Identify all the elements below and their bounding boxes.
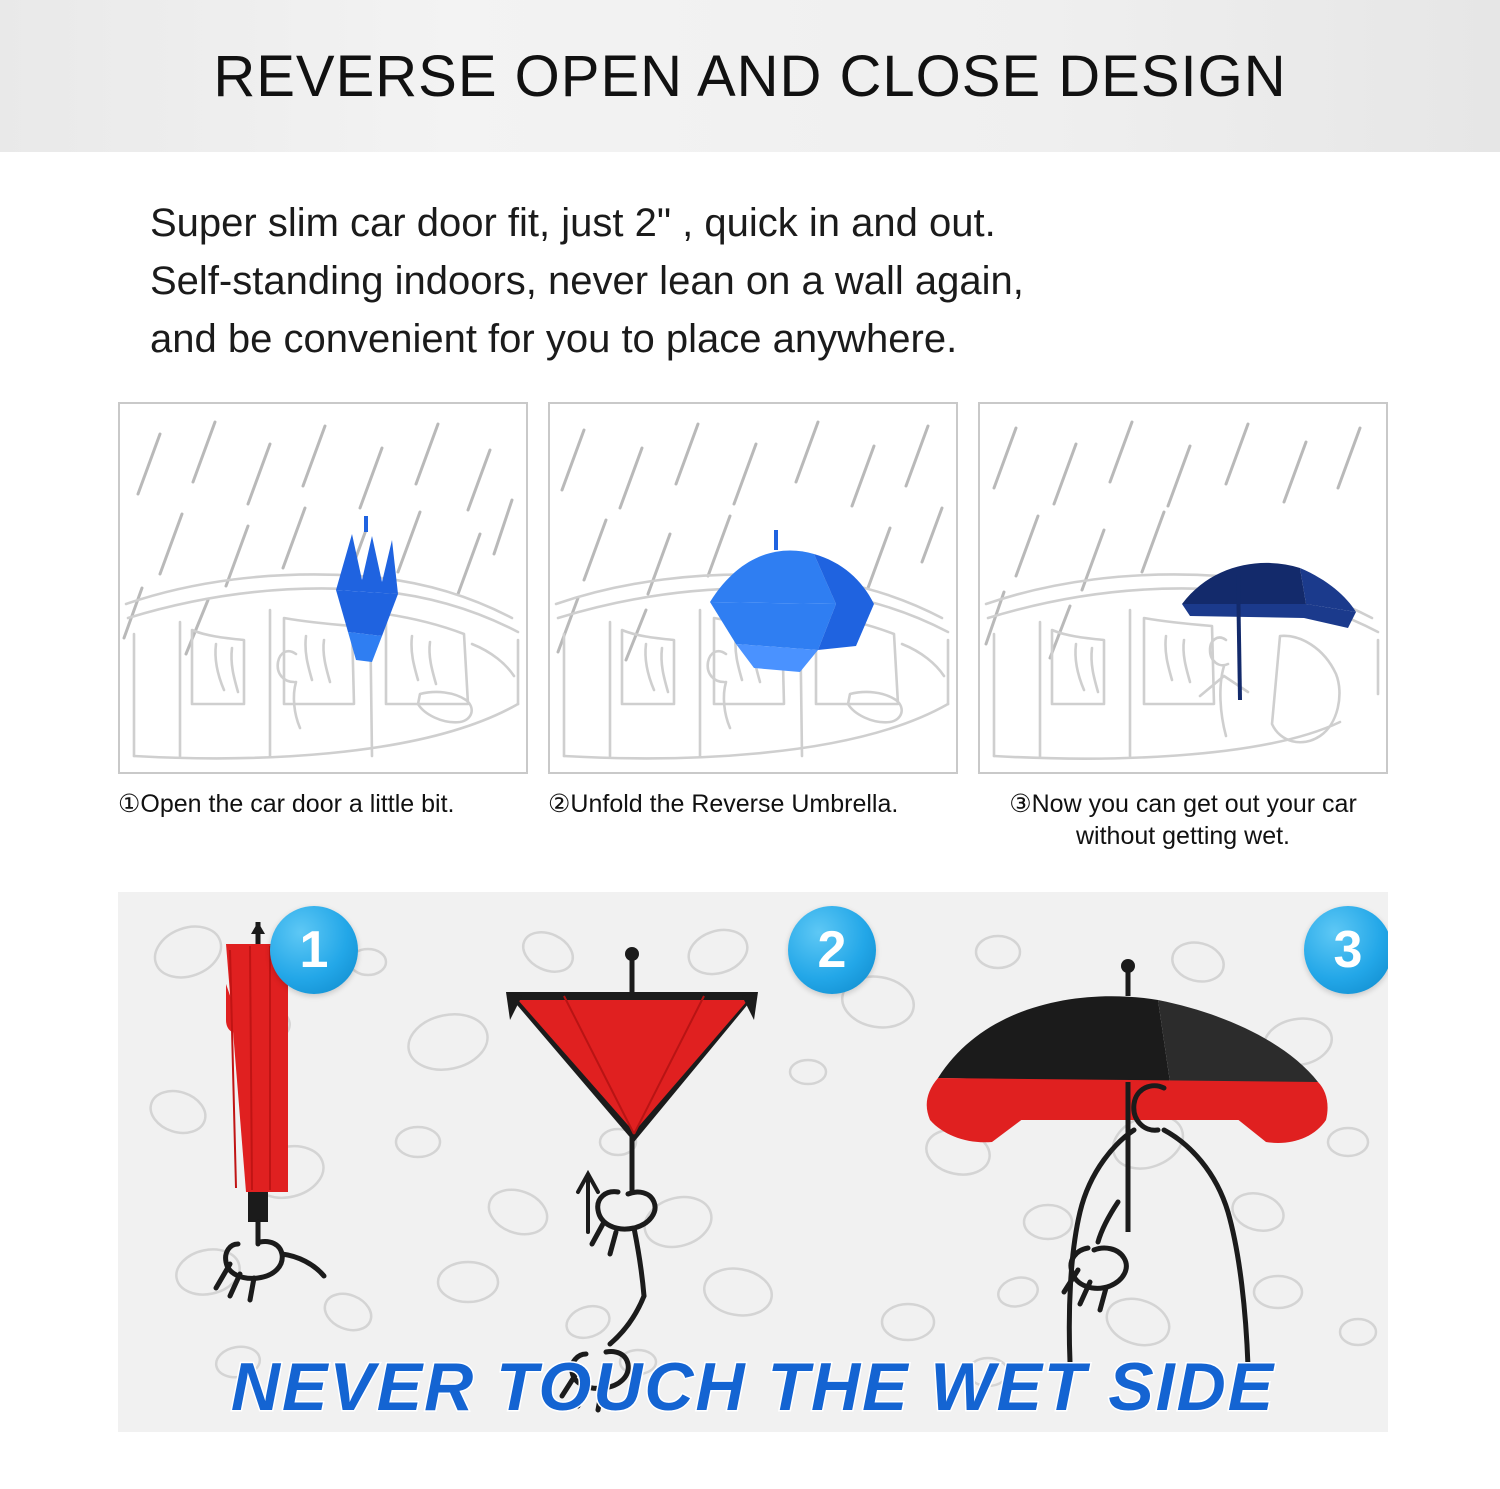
instruction-panels xyxy=(118,402,1388,852)
panel-3-caption: ③Now you can get out your car without getting wet. xyxy=(1009,790,1357,850)
panel-2-caption: ②Unfold the Reverse Umbrella. xyxy=(548,790,899,818)
umbrella-shape xyxy=(336,516,398,662)
step-badge-1: 1 xyxy=(270,906,358,994)
instruction-panel-1 xyxy=(118,402,528,852)
promo-slogan: NEVER TOUCH THE WET SIDE xyxy=(230,1349,1276,1425)
car-door-with-umbrella-unfolding-icon xyxy=(550,404,956,772)
car-door-ajar-with-folded-umbrella-icon xyxy=(120,404,526,772)
instruction-panel-3 xyxy=(978,402,1388,852)
step-badge-3: 3 xyxy=(1304,906,1388,994)
step-badge-2: 2 xyxy=(788,906,876,994)
instruction-panel-2 xyxy=(548,402,958,852)
page-title: REVERSE OPEN AND CLOSE DESIGN xyxy=(213,43,1287,109)
promo-block xyxy=(118,892,1388,1432)
intro-line-2: Self-standing indoors, never lean on a wall again, xyxy=(150,259,1024,303)
intro-paragraph xyxy=(150,194,1360,368)
intro-line-1: Super slim car door fit, just 2" , quick in and out. xyxy=(150,201,996,245)
panel-1-illustration xyxy=(118,402,528,774)
header-banner xyxy=(0,0,1500,152)
umbrella-shape xyxy=(1182,563,1356,700)
panel-3-illustration xyxy=(978,402,1388,774)
person-exiting-car-under-open-umbrella-icon xyxy=(980,404,1386,772)
panel-2-illustration xyxy=(548,402,958,774)
panel-1-caption: ①Open the car door a little bit. xyxy=(118,790,455,818)
intro-line-3: and be convenient for you to place anywhere. xyxy=(150,317,958,361)
